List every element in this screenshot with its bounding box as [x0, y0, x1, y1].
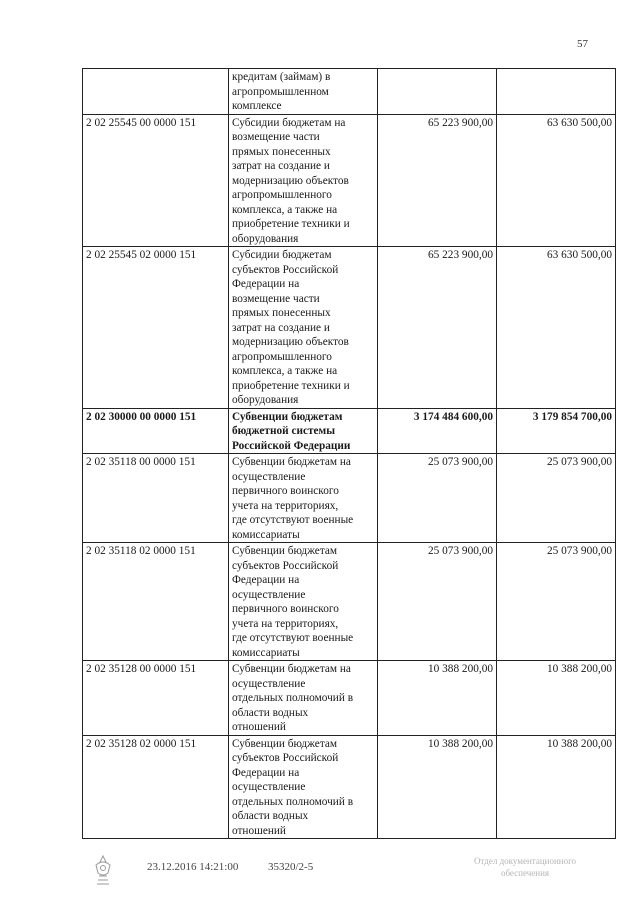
amount-2018-cell: 10 388 200,00: [497, 735, 616, 839]
amount-2017-cell: 25 073 900,00: [378, 543, 497, 661]
amount-2017-cell: 25 073 900,00: [378, 454, 497, 543]
budget-name-cell: Субсидии бюджетам на возмещение части прямых понесенных затрат на создание и модернизацию объектов агропромышленного комплекса, а также на приобретение техники и оборудования: [229, 114, 378, 247]
amount-2018-cell: 3 179 854 700,00: [497, 408, 616, 454]
table-row: [83, 661, 616, 736]
budget-name-cell: Субвенции бюджетам бюджетной системы Российской Федерации: [229, 408, 378, 454]
budget-code-cell: 2 02 25545 00 0000 151: [83, 114, 229, 247]
amount-2018-cell: 25 073 900,00: [497, 454, 616, 543]
budget-table: [82, 68, 616, 839]
amount-2018-cell: [497, 69, 616, 115]
amount-2017-cell: 65 223 900,00: [378, 114, 497, 247]
emblem-icon: [90, 853, 116, 887]
budget-code-cell: 2 02 30000 00 0000 151: [83, 408, 229, 454]
table-row: [83, 408, 616, 454]
amount-2017-cell: 10 388 200,00: [378, 735, 497, 839]
budget-name-cell: Субвенции бюджетам на осуществление первичного воинского учета на территориях, где отсутствуют военные комиссариаты: [229, 454, 378, 543]
table-row: [83, 69, 616, 115]
amount-2018-cell: 10 388 200,00: [497, 661, 616, 736]
budget-code-cell: [83, 69, 229, 115]
page-number: 57: [577, 38, 588, 50]
table-row: [83, 454, 616, 543]
amount-2018-cell: 63 630 500,00: [497, 247, 616, 409]
table-row: [83, 543, 616, 661]
budget-code-cell: 2 02 35128 00 0000 151: [83, 661, 229, 736]
page-footer: [0, 853, 640, 893]
amount-2018-cell: 63 630 500,00: [497, 114, 616, 247]
amount-2018-cell: 25 073 900,00: [497, 543, 616, 661]
amount-2017-cell: 3 174 484 600,00: [378, 408, 497, 454]
budget-code-cell: 2 02 35118 02 0000 151: [83, 543, 229, 661]
budget-code-cell: 2 02 25545 02 0000 151: [83, 247, 229, 409]
amount-2017-cell: 10 388 200,00: [378, 661, 497, 736]
footer-timestamp: 23.12.2016 14:21:00: [147, 861, 239, 873]
table-row: [83, 247, 616, 409]
budget-name-cell: Субвенции бюджетам на осуществление отдельных полномочий в области водных отношений: [229, 661, 378, 736]
amount-2017-cell: [378, 69, 497, 115]
budget-name-cell: Субвенции бюджетам субъектов Российской Федерации на осуществление первичного воинского учета на территориях, где отсутствуют военные комиссариаты: [229, 543, 378, 661]
footer-stamp-text: Отдел документационного обеспечения: [473, 856, 577, 878]
budget-name-cell: кредитам (займам) в агропромышленном комплексе: [229, 69, 378, 115]
table-row: [83, 735, 616, 839]
budget-code-cell: 2 02 35128 02 0000 151: [83, 735, 229, 839]
budget-name-cell: Субвенции бюджетам субъектов Российской Федерации на осуществление отдельных полномочий в области водных отношений: [229, 735, 378, 839]
amount-2017-cell: 65 223 900,00: [378, 247, 497, 409]
footer-doc-number: 35320/2-5: [268, 861, 314, 873]
budget-name-cell: Субсидии бюджетам субъектов Российской Федерации на возмещение части прямых понесенных затрат на создание и модернизацию объектов агропромышленного комплекса, а также на приобретение техники и оборудования: [229, 247, 378, 409]
budget-table-body: [83, 69, 616, 839]
budget-code-cell: 2 02 35118 00 0000 151: [83, 454, 229, 543]
table-row: [83, 114, 616, 247]
